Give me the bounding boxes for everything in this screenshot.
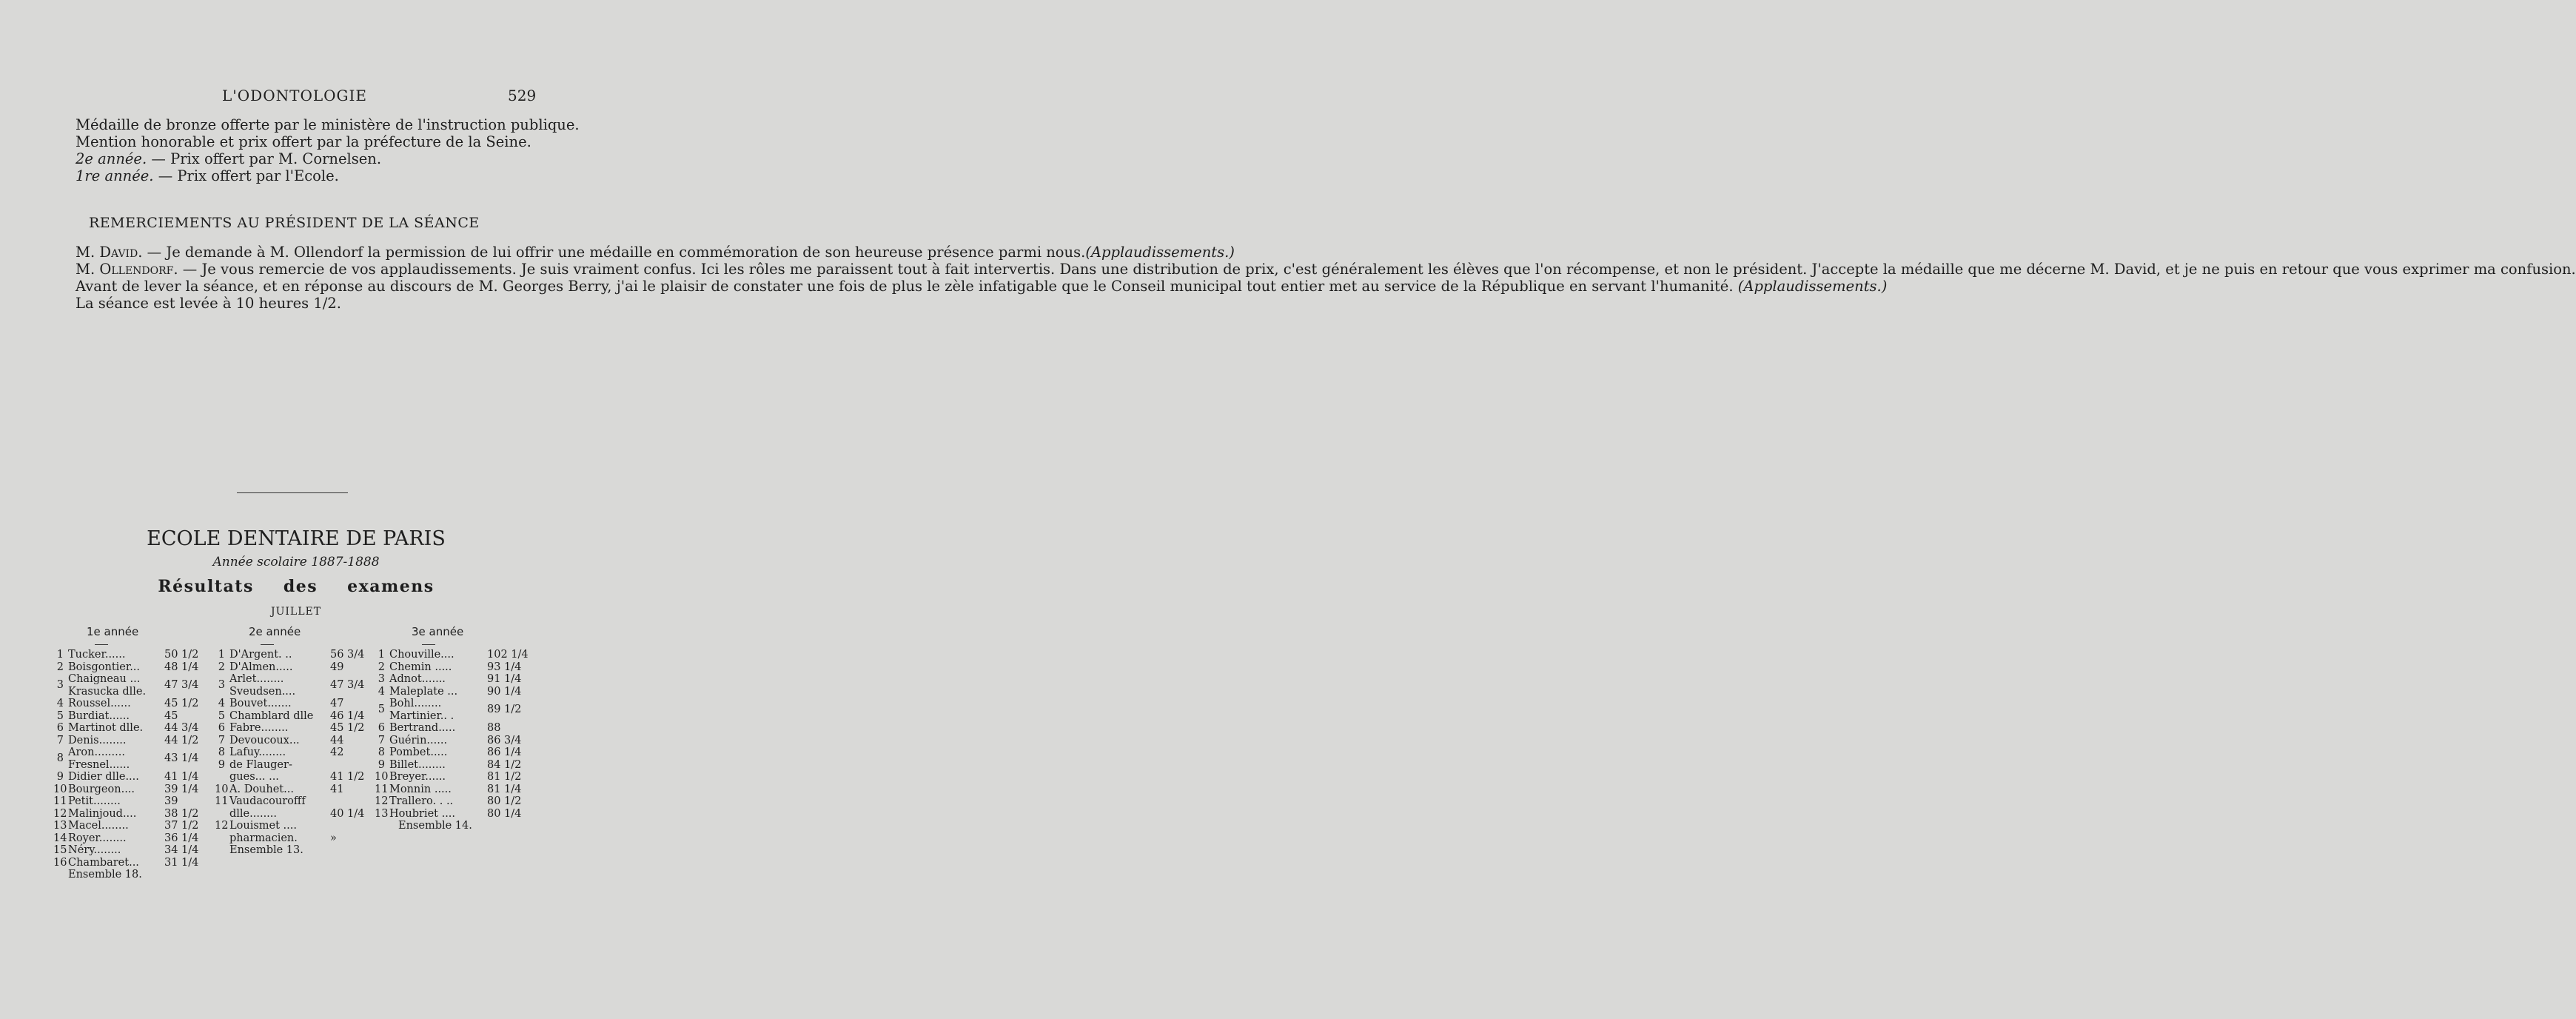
student-name: Lafuy........	[229, 746, 286, 758]
rank-number: 6	[218, 722, 225, 734]
student-name: Royer........	[68, 832, 127, 844]
student-name: Didier dlle....	[68, 771, 139, 783]
exam-score: 80 1/4	[487, 807, 522, 820]
rank-number: 8	[378, 746, 385, 758]
exam-score: 81 1/4	[487, 783, 522, 795]
rank-number: 6	[56, 722, 64, 734]
student-names	[229, 808, 330, 821]
student-name: pharmacien.	[229, 832, 298, 844]
column-total: Ensemble 18.	[68, 869, 142, 881]
result-row	[215, 710, 372, 723]
result-row	[53, 771, 203, 784]
student-names	[389, 722, 487, 735]
student-name: Fabre........	[229, 722, 289, 734]
exam-score: 41	[330, 783, 344, 795]
exam-score: 84 1/2	[487, 758, 522, 771]
student-names	[389, 673, 487, 686]
second-year-label: 2e année.	[76, 150, 147, 167]
student-names	[389, 661, 487, 674]
student-name: Martinier.. .	[389, 709, 455, 722]
student-name: Monnin .....	[389, 783, 452, 795]
result-row	[53, 661, 203, 674]
exam-score: 88	[487, 722, 501, 734]
exam-score: 39 1/4	[164, 783, 199, 795]
result-row	[215, 698, 372, 710]
student-names	[68, 771, 164, 784]
exam-score: 102 1/4	[487, 649, 529, 661]
result-row	[215, 746, 372, 759]
exam-score: 41 1/2	[330, 771, 365, 783]
exam-score: 34 1/4	[164, 844, 199, 856]
column-total: Ensemble 13.	[229, 844, 303, 856]
result-row	[215, 808, 372, 821]
rank-number: 13	[53, 820, 67, 832]
exam-score: 44 3/4	[164, 722, 199, 734]
student-name: Bertrand.....	[389, 722, 456, 734]
student-name: Burdiat......	[68, 709, 130, 722]
speaker-david: M. David.	[76, 244, 143, 261]
rank-number: 3	[218, 679, 225, 692]
student-names	[389, 784, 487, 796]
student-name: Pombet.....	[389, 746, 448, 758]
student-name: Chamblard dlle	[229, 709, 314, 722]
rank-number: 3	[56, 679, 64, 692]
result-row	[53, 735, 203, 747]
student-name: Roussel......	[68, 698, 131, 709]
result-row	[53, 795, 203, 808]
david-applause: (Applaudissements.)	[1085, 244, 1235, 261]
paragraph-closing: La séance est levée à 10 heures 1/2.	[76, 295, 341, 312]
exam-score: 38 1/2	[164, 807, 199, 820]
student-name: Vaudacourofff	[229, 795, 306, 807]
result-row	[53, 844, 203, 857]
student-names	[68, 698, 164, 710]
student-name: Devoucoux...	[229, 734, 300, 746]
student-names	[68, 844, 164, 857]
student-names	[68, 857, 164, 869]
student-names	[68, 661, 164, 674]
paragraph-bronze-medal: Médaille de bronze offerte par le ministère de l'instruction publique.	[76, 116, 580, 133]
student-names	[389, 686, 487, 698]
exam-score: 45	[164, 709, 178, 722]
rank-number: 10	[53, 783, 67, 795]
second-year-text: — Prix offert par M. Cornelsen.	[147, 150, 382, 167]
result-row	[375, 759, 531, 772]
result-row	[215, 649, 372, 661]
results-word-2: des	[283, 577, 318, 596]
student-names	[229, 759, 330, 772]
speech-paragraphs	[59, 244, 2576, 312]
student-name: Chaigneau ...	[68, 673, 141, 685]
rank-number: 1	[56, 649, 64, 661]
student-names	[229, 710, 330, 723]
award-paragraphs	[59, 116, 580, 184]
student-name: Martinot dlle.	[68, 722, 144, 734]
column-rule-1	[95, 644, 108, 645]
rank-number: 9	[218, 758, 225, 771]
student-names	[389, 795, 487, 808]
student-names	[68, 795, 164, 808]
exam-score: 44	[330, 734, 344, 746]
student-name: Chouville....	[389, 649, 455, 661]
result-row	[375, 686, 531, 698]
student-names	[68, 673, 164, 698]
student-names	[68, 746, 164, 771]
student-name: Arlet........	[229, 673, 284, 685]
result-row	[53, 673, 203, 698]
result-row	[215, 832, 372, 845]
rank-number: 4	[218, 698, 225, 709]
paragraph-ollendorf	[59, 261, 2576, 278]
first-year-text: — Prix offert par l'Ecole.	[153, 167, 339, 184]
paragraph-berry	[59, 278, 1888, 295]
exam-score: 47 3/4	[164, 679, 199, 692]
student-name: Boisgontier...	[68, 661, 141, 673]
student-name: Bohl........	[389, 698, 442, 709]
student-name: Chambaret...	[68, 856, 139, 869]
school-year: Année scolaire 1887-1888	[212, 555, 380, 569]
exam-score: 89 1/2	[487, 704, 522, 716]
student-name: Sveudsen....	[229, 685, 296, 698]
rank-number: 2	[378, 661, 385, 673]
rank-number: 12	[215, 820, 229, 832]
rank-number: 13	[375, 807, 389, 820]
rank-number: 1	[378, 649, 385, 661]
student-name: A. Douhet...	[229, 783, 294, 795]
student-names	[68, 784, 164, 796]
exam-score: 81 1/2	[487, 771, 522, 783]
student-name: Malinjoud....	[68, 807, 137, 820]
exam-score: 39	[164, 795, 178, 807]
column-rule-2	[261, 644, 274, 645]
exam-score: 47	[330, 698, 344, 709]
student-names	[389, 759, 487, 772]
student-names	[229, 649, 330, 661]
student-names	[68, 722, 164, 735]
result-row	[215, 661, 372, 674]
student-names	[229, 673, 330, 698]
student-names	[68, 710, 164, 723]
student-names	[229, 784, 330, 796]
result-row	[215, 759, 372, 772]
student-names	[68, 808, 164, 821]
berry-applause: (Applaudissements.)	[1737, 278, 1888, 295]
student-name: Guérin......	[389, 734, 448, 746]
student-name: Tucker......	[68, 649, 126, 661]
result-row	[375, 735, 531, 747]
result-row	[375, 771, 531, 784]
student-names	[389, 698, 487, 722]
exam-score: 56 3/4	[330, 649, 365, 661]
student-name: gues... ...	[229, 771, 279, 783]
rank-number: 12	[53, 807, 67, 820]
result-row	[53, 722, 203, 735]
rank-number: 10	[375, 771, 389, 783]
exam-score: 49	[330, 661, 344, 673]
student-name: Louismet ....	[229, 820, 297, 832]
student-name: D'Almen.....	[229, 661, 293, 673]
student-names	[68, 735, 164, 747]
student-names	[229, 832, 330, 845]
exam-score: 36 1/4	[164, 832, 199, 844]
rank-number: 6	[378, 722, 385, 734]
running-head-title: L'ODONTOLOGIE	[222, 87, 367, 104]
results-column-year-1	[53, 649, 203, 881]
student-name: Breyer......	[389, 771, 446, 783]
result-row	[375, 746, 531, 759]
student-name: Krasucka dlle.	[68, 685, 147, 698]
student-name: de Flauger-	[229, 758, 292, 771]
rank-number: 14	[53, 832, 67, 844]
exam-month: JUILLET	[270, 606, 322, 618]
page-number: 529	[508, 87, 537, 104]
david-text: — Je demande à M. Ollendorf la permission de lui offrir une médaille en commémoration de son heureuse présence parmi nous.	[142, 244, 1086, 261]
rank-number: 7	[218, 734, 225, 746]
student-name: dlle........	[229, 807, 278, 820]
student-name: Billet........	[389, 758, 446, 771]
student-names	[68, 649, 164, 661]
student-name: Néry........	[68, 844, 121, 856]
exam-score: 90 1/4	[487, 685, 522, 698]
student-name: Macel........	[68, 820, 129, 832]
result-row	[53, 698, 203, 710]
paragraph-second-year	[59, 150, 537, 167]
school-title: ECOLE DENTAIRE DE PARIS	[147, 527, 446, 550]
student-names	[229, 661, 330, 674]
student-names	[229, 746, 330, 759]
result-row	[375, 784, 531, 796]
student-names	[389, 808, 487, 821]
exam-score: 50 1/2	[164, 649, 199, 661]
ollendorf-text: — Je vous remercie de vos applaudissements. Je suis vraiment confus. Ici les rôles me paraissent tout à fait intervertis. Dans une distribution de prix, c'est généralement les élèves que l'on récompense, et non le président. J'accepte la médaille que me décerne M. David, et je ne puis en retour que vous exprimer ma confusion.	[178, 261, 2576, 278]
rank-number: 5	[56, 709, 64, 722]
rank-number: 5	[378, 704, 385, 716]
result-row	[215, 722, 372, 735]
student-name: Chemin .....	[389, 661, 452, 673]
result-row	[53, 857, 203, 869]
rank-number: 11	[215, 795, 229, 807]
result-row	[375, 698, 531, 722]
paragraph-honorable-mention: Mention honorable et prix offert par la préfecture de la Seine.	[76, 133, 531, 150]
student-names	[229, 722, 330, 735]
result-row	[53, 784, 203, 796]
rank-number: 10	[215, 783, 229, 795]
exam-score: 46 1/4	[330, 709, 365, 722]
exam-score: 40 1/4	[330, 807, 365, 820]
student-name: D'Argent. ..	[229, 649, 292, 661]
rank-number: 15	[53, 844, 67, 856]
result-row	[375, 661, 531, 674]
exam-score: 45 1/2	[330, 722, 365, 734]
section-divider	[237, 492, 348, 493]
student-names	[389, 649, 487, 661]
exam-score: 44 1/2	[164, 734, 199, 746]
result-row	[375, 808, 531, 821]
student-name: Aron.........	[68, 746, 125, 758]
result-row	[215, 784, 372, 796]
rank-number: 7	[56, 734, 64, 746]
student-name: Fresnel......	[68, 758, 130, 771]
exam-score: 37 1/2	[164, 820, 199, 832]
student-name: Trallero. . ..	[389, 795, 454, 807]
student-names	[229, 735, 330, 747]
column-header-year-2: 2e année	[249, 625, 301, 638]
exam-score: 45 1/2	[164, 698, 199, 709]
results-column-year-3	[375, 649, 531, 832]
student-names	[229, 820, 330, 832]
results-title	[0, 577, 592, 596]
result-row	[215, 673, 372, 698]
result-row	[215, 795, 372, 808]
exam-score: 31 1/4	[164, 856, 199, 869]
student-name: Bouvet.......	[229, 698, 292, 709]
exam-score: 41 1/4	[164, 771, 199, 783]
column-header-year-1: 1e année	[87, 625, 139, 638]
result-row	[53, 832, 203, 845]
rank-number: 11	[53, 795, 67, 807]
result-row	[53, 820, 203, 832]
student-name: Adnot.......	[389, 673, 446, 685]
paragraph-david	[59, 244, 1235, 261]
exam-score: 91 1/4	[487, 673, 522, 685]
first-year-label: 1re année.	[76, 167, 154, 184]
exam-score: 86 3/4	[487, 734, 522, 746]
rank-number: 12	[375, 795, 389, 807]
student-names	[229, 795, 330, 808]
rank-number: 7	[378, 734, 385, 746]
result-row	[375, 722, 531, 735]
student-name: Denis........	[68, 734, 127, 746]
exam-score: 80 1/2	[487, 795, 522, 807]
student-name: Bourgeon....	[68, 783, 135, 795]
student-name: Houbriet ....	[389, 807, 456, 820]
exam-score: »	[330, 832, 337, 844]
student-names	[68, 832, 164, 845]
result-row	[53, 710, 203, 723]
rank-number: 5	[218, 709, 225, 722]
student-names	[389, 746, 487, 759]
rank-number: 16	[53, 856, 67, 869]
result-row	[53, 746, 203, 771]
results-word-1: Résultats	[158, 577, 254, 596]
results-column-year-2	[215, 649, 372, 857]
results-word-3: examens	[347, 577, 435, 596]
student-names	[229, 771, 330, 784]
exam-score: 42	[330, 746, 344, 758]
result-row	[375, 649, 531, 661]
rank-number: 9	[378, 758, 385, 771]
student-name: Petit........	[68, 795, 121, 807]
student-names	[389, 735, 487, 747]
rank-number: 1	[218, 649, 225, 661]
rank-number: 2	[218, 661, 225, 673]
result-row	[375, 673, 531, 686]
rank-number: 11	[375, 783, 389, 795]
rank-number: 2	[56, 661, 64, 673]
speaker-ollendorf: M. Ollendorf.	[76, 261, 178, 278]
exam-score: 86 1/4	[487, 746, 522, 758]
rank-number: 4	[56, 698, 64, 709]
rank-number: 4	[378, 685, 385, 698]
column-total: Ensemble 14.	[398, 820, 472, 832]
result-row	[215, 735, 372, 747]
result-row	[53, 649, 203, 661]
exam-score: 47 3/4	[330, 679, 365, 692]
rank-number: 8	[218, 746, 225, 758]
rank-number: 3	[378, 673, 385, 685]
result-row	[215, 771, 372, 784]
result-row	[215, 820, 372, 832]
exam-score: 48 1/4	[164, 661, 199, 673]
berry-text: Avant de lever la séance, et en réponse au discours de M. Georges Berry, j'ai le plaisir de constater une fois de plus le zèle infatigable que le Conseil municipal tout entier met au service de la République en servant l'humanité.	[76, 278, 1738, 295]
section-heading: REMERCIEMENTS AU PRÉSIDENT DE LA SÉANCE	[89, 215, 480, 231]
exam-score: 43 1/4	[164, 752, 199, 765]
rank-number: 8	[56, 752, 64, 765]
student-names	[389, 771, 487, 784]
student-names	[229, 698, 330, 710]
rank-number: 9	[56, 771, 64, 783]
result-row	[53, 808, 203, 821]
column-rule-3	[422, 644, 435, 645]
paragraph-first-year	[59, 167, 537, 184]
exam-score: 93 1/4	[487, 661, 522, 673]
student-names	[68, 820, 164, 832]
column-header-year-3: 3e année	[412, 625, 464, 638]
student-name: Maleplate ...	[389, 685, 458, 698]
result-row	[375, 795, 531, 808]
